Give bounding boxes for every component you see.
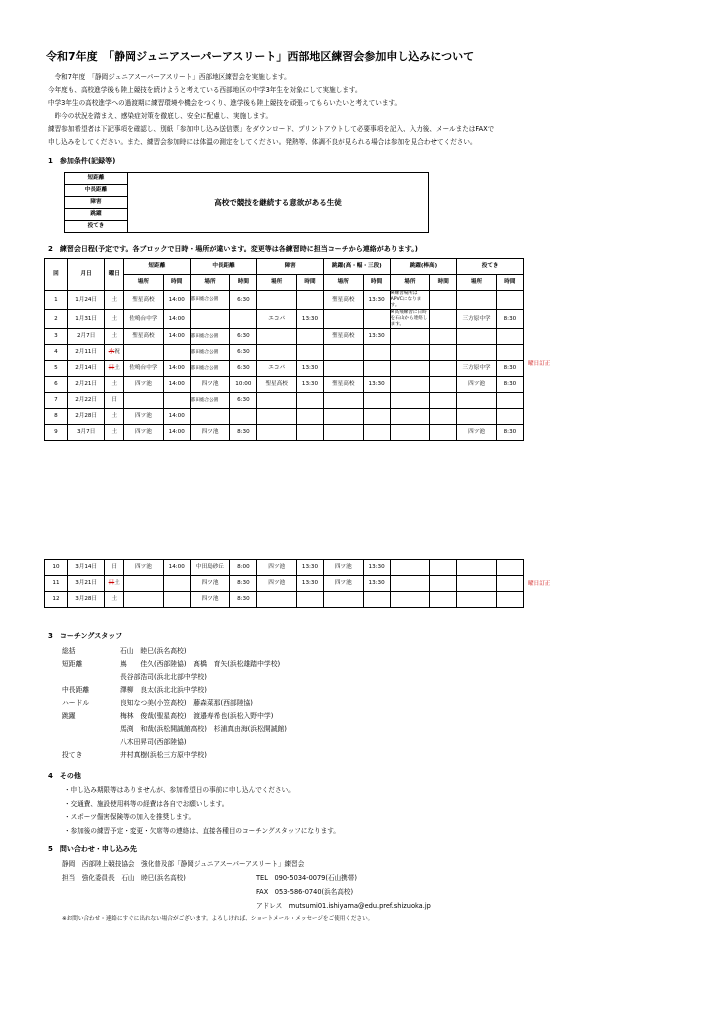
header-place: 場所 [457,275,497,291]
contact-org: 静岡 西部陸上競技協会 強化普及部「静岡ジュニアスーパーアスリート」練習会 [62,860,305,868]
cell-place: 四ツ池 [324,560,364,576]
row-date: 3月28日 [67,592,104,608]
cell-time [430,345,457,361]
schedule-row [45,393,524,409]
cell-time: 8:30 [496,425,523,441]
cell-place: 四ツ池 [190,425,230,441]
row-day: 土 [105,291,124,310]
cell-time: 8:30 [230,592,257,608]
header-group: 短距離 [124,259,191,275]
cell-time [430,291,457,310]
row-day: 土 [105,329,124,345]
schedule-row [45,345,524,361]
cell-time [496,329,523,345]
header-place: 場所 [124,275,164,291]
cell-place: 聖星高校 [324,329,364,345]
cell-place [390,576,430,592]
cell-time: 14:00 [163,310,190,329]
cell-place: 都田総合公園 [190,291,230,310]
row-num: 12 [45,592,68,608]
correction-note: 曜日訂正 [528,361,551,368]
cell-place [324,409,364,425]
schedule-row [45,361,524,377]
row-day: 土 [105,592,124,608]
cell-place [324,393,364,409]
cell-place [390,409,430,425]
staff-row [62,749,287,762]
cell-place: 四ツ池 [124,409,164,425]
header-place: 場所 [190,275,230,291]
schedule-row [45,377,524,393]
staff-row [62,658,287,671]
cell-time [430,592,457,608]
header-place: 場所 [257,275,297,291]
cell-time: 6:30 [230,361,257,377]
cell-time: 14:00 [163,329,190,345]
cell-place [390,345,430,361]
requirements-table [64,172,429,233]
cell-place: 聖星高校 [324,377,364,393]
section-heading-staff: 3 コーチングスタッフ [48,632,123,640]
event-label: 短距離 [65,173,128,185]
schedule-row [45,310,524,329]
staff-row [62,697,287,710]
schedule-row [45,576,524,592]
cell-time [496,409,523,425]
contact-tel: TEL 090-5034-0079(石山携帯) [256,874,357,882]
cell-place: 中田島砂丘 [190,560,230,576]
page-title: 令和7年度 「静岡ジュニアスーパーアスリート」西部地区練習会参加申し込みについて [46,50,475,63]
cell-place: 聖星高校 [324,291,364,310]
cell-place [457,291,497,310]
cell-time [430,393,457,409]
staff-role: 短距離 [62,660,83,668]
row-day: 水祝 [105,345,124,361]
cell-time [163,345,190,361]
cell-place: エコパ [257,361,297,377]
cell-place [457,393,497,409]
intro-line: 中学3年生の高校進学への過渡期に練習環境や機会をつくり、進学後も陸上競技を頑張ってもらいたいと考えています。 [48,99,402,107]
cell-place [324,361,364,377]
row-num: 7 [45,393,68,409]
staff-names: 馬渕 和哉(浜松開誠館高校) 杉浦真由海(浜松開誠館) [120,725,287,733]
cell-place [257,425,297,441]
header-num: 回 [45,259,68,291]
cell-place: 四ツ池 [257,576,297,592]
row-day: 日 [105,560,124,576]
row-date: 2月7日 [67,329,104,345]
cell-time [496,560,523,576]
row-date: 2月22日 [67,393,104,409]
intro-line: 昨今の状況を踏まえ、感染症対策を徹底し、安全に配慮し、実施します。 [48,112,273,120]
section-heading-contact: 5 問い合わせ・申し込み先 [48,845,137,853]
cell-place: 四ツ池 [124,560,164,576]
staff-role: 投てき [62,751,83,759]
cell-time: 6:30 [230,345,257,361]
row-day: 土 [105,310,124,329]
cell-place: 都田総合公園 [190,345,230,361]
cell-time [430,560,457,576]
cell-place [124,576,164,592]
header-group: 投てき [457,259,524,275]
cell-place [390,377,430,393]
cell-time: 13:30 [363,329,390,345]
cell-place [257,291,297,310]
staff-names: 石山 睦巳(浜名高校) [120,647,187,655]
cell-place: 佐鳴台中学 [124,361,164,377]
cell-place [457,592,497,608]
header-group: 障害 [257,259,324,275]
cell-time [163,393,190,409]
cell-time: 6:30 [230,329,257,345]
cell-time [296,393,323,409]
cell-time: 10:00 [230,377,257,393]
cell-place: 佐鳴台中学 [124,310,164,329]
cell-place [390,393,430,409]
cell-place: 四ツ池 [190,592,230,608]
cell-place [457,409,497,425]
staff-names: 澤柳 良太(浜北北浜中学校) [120,686,207,694]
cell-time [430,576,457,592]
row-date: 3月7日 [67,425,104,441]
cell-time: 8:30 [230,425,257,441]
event-label: 障害 [65,197,128,209]
cell-place: 四ツ池 [190,576,230,592]
cell-time [363,425,390,441]
header-time: 時間 [363,275,390,291]
cell-time: 8:30 [496,310,523,329]
row-num: 10 [45,560,68,576]
cell-note: ※練習場所はAPVCになります。 [390,291,430,310]
cell-place [324,592,364,608]
other-item: ・参加後の練習予定・変更・欠席等の連絡は、直接各種目のコーチングスタッフになります。 [64,826,340,835]
cell-time [163,592,190,608]
cell-time [430,409,457,425]
header-date: 月日 [67,259,104,291]
contact-fax: FAX 053-586-0740(浜名高校) [256,888,354,896]
cell-time [363,310,390,329]
row-num: 4 [45,345,68,361]
intro-line: 今年度も、高校進学後も陸上競技を続けようと考えている西部地区の中学3年生を対象にして実施します。 [48,86,362,94]
cell-time: 13:30 [296,377,323,393]
row-date: 1月24日 [67,291,104,310]
cell-time: 13:30 [296,576,323,592]
cell-place [390,425,430,441]
cell-place: エコパ [257,310,297,329]
row-date: 2月11日 [67,345,104,361]
header-time: 時間 [296,275,323,291]
staff-role: 中長距離 [62,686,90,694]
header-time: 時間 [230,275,257,291]
cell-place: 四ツ池 [190,377,230,393]
cell-time [363,361,390,377]
staff-names: 井村真樹(浜松三方原中学校) [120,751,207,759]
cell-time [496,592,523,608]
row-num: 6 [45,377,68,393]
cell-place [124,393,164,409]
other-item: ・申し込み期限等はありませんが、参加希望日の事前に申し込んでください。 [64,786,295,794]
staff-row [62,671,287,684]
header-group: 跳躍(棒高) [390,259,457,275]
cell-time: 13:30 [296,310,323,329]
cell-time [296,592,323,608]
row-day: 日土 [105,576,124,592]
cell-time: 14:00 [163,361,190,377]
cell-place: 四ツ池 [124,377,164,393]
cell-place: 聖星高校 [257,377,297,393]
cell-time [363,345,390,361]
cell-place [124,345,164,361]
cell-time: 14:00 [163,409,190,425]
cell-place [324,310,364,329]
schedule-row [45,425,524,441]
staff-names: 梅林 俊哉(聖星高校) 渡邉寿希也(浜松入野中学) [120,712,274,720]
header-time: 時間 [430,275,457,291]
other-item: ・交通費、施設使用料等の経費は各自でお願いします。 [64,799,229,808]
condition-text: 高校で競技を継続する意欲がある生徒 [128,173,429,233]
staff-role: 総括 [62,647,76,655]
header-group: 跳躍(高・幅・三段) [324,259,391,275]
other-item: ・スポーツ傷害保険等の加入を推奨します。 [64,813,196,821]
cell-place [257,409,297,425]
cell-place: 聖星高校 [124,329,164,345]
cell-place [457,329,497,345]
intro-line: 申し込みをしてください。また、練習会参加時には体温の測定をしてください。発熱等、体調不良が見られる場合は参加を見合わせてください。 [48,138,477,146]
cell-time: 8:30 [230,576,257,592]
cell-place [390,329,430,345]
row-num: 3 [45,329,68,345]
cell-place: 四ツ池 [324,576,364,592]
cell-time [496,345,523,361]
cell-place [457,576,497,592]
cell-place: 四ツ池 [124,425,164,441]
cell-place: 都田総合公園 [190,393,230,409]
schedule-table-continued [44,559,524,608]
event-label: 跳躍 [65,209,128,221]
schedule-row [45,592,524,608]
row-num: 2 [45,310,68,329]
row-day: 土 [105,409,124,425]
cell-place [324,345,364,361]
cell-time: 8:30 [496,361,523,377]
cell-time: 13:30 [363,560,390,576]
cell-place [257,345,297,361]
cell-time: 14:00 [163,560,190,576]
row-num: 8 [45,409,68,425]
header-time: 時間 [163,275,190,291]
row-date: 2月14日 [67,361,104,377]
cell-time [496,393,523,409]
cell-time [496,291,523,310]
cell-time [430,329,457,345]
cell-time [230,310,257,329]
cell-place [390,592,430,608]
row-day: 日 [105,393,124,409]
cell-place: 四ツ池 [457,377,497,393]
cell-time [363,592,390,608]
cell-time: 6:30 [230,291,257,310]
cell-place: 四ツ池 [257,560,297,576]
cell-place [257,393,297,409]
staff-row [62,710,287,723]
staff-row [62,645,287,658]
cell-time: 13:30 [363,377,390,393]
row-date: 2月28日 [67,409,104,425]
cell-note: ※高飛練習に日時を石山から連絡します。 [390,310,430,329]
cell-time [430,361,457,377]
contact-email[interactable]: アドレス mutsumi01.ishiyama@edu.pref.shizuoka.jp [256,902,431,910]
event-label: 中長距離 [65,185,128,197]
row-num: 9 [45,425,68,441]
schedule-table [44,258,524,441]
cell-place: 聖星高校 [124,291,164,310]
section-heading-other: 4 その他 [48,772,81,780]
cell-place [390,361,430,377]
cell-time [296,345,323,361]
other-list [64,784,340,838]
cell-time: 13:30 [296,560,323,576]
header-day: 曜日 [105,259,124,291]
staff-names: 嶌 佳久(西部陸協) 髙橋 育矢(浜松雄踏中学校) [120,660,281,668]
header-group: 中長距離 [190,259,257,275]
cell-place: 四ツ池 [457,425,497,441]
schedule-row [45,329,524,345]
cell-place [257,329,297,345]
staff-names: 長谷部浩司(浜北北部中学校) [120,673,207,681]
cell-place [390,560,430,576]
row-num: 11 [45,576,68,592]
row-day: 日土 [105,361,124,377]
row-date: 2月21日 [67,377,104,393]
cell-time [296,329,323,345]
cell-time: 13:30 [363,576,390,592]
contact-footnote: ※お問い合わせ・連絡にすぐに出れない場合がございます。よろしければ、ショートメール・メッセージをご使用ください。 [62,916,374,922]
event-label: 投てき [65,221,128,233]
cell-time: 14:00 [163,291,190,310]
cell-place [324,425,364,441]
contact-person: 担当 強化委員長 石山 睦巳(浜名高校) [62,874,186,882]
section-heading-schedule: 2 練習会日程(予定です。各ブロックで日時・場所が違います。変更等は各練習時に担当コーチから連絡があります。) [48,245,418,253]
cell-time: 13:30 [296,361,323,377]
cell-place [190,310,230,329]
schedule-row [45,409,524,425]
cell-time [230,409,257,425]
intro-line: 令和7年度 「静岡ジュニアスーパーアスリート」西部地区練習会を実施します。 [48,73,291,81]
cell-time: 8:30 [496,377,523,393]
staff-row [62,723,287,736]
cell-place [257,592,297,608]
cell-time: 14:00 [163,425,190,441]
cell-time [296,425,323,441]
schedule-row [45,560,524,576]
staff-row [62,736,287,749]
cell-place: 三方原中学 [457,361,497,377]
header-time: 時間 [496,275,523,291]
row-day: 土 [105,425,124,441]
cell-time [163,576,190,592]
row-num: 5 [45,361,68,377]
section-heading-requirements: 1 参加条件(記録等) [48,157,116,165]
staff-list [62,645,287,762]
cell-place [457,345,497,361]
cell-time [296,409,323,425]
row-date: 1月31日 [67,310,104,329]
cell-place: 三方原中学 [457,310,497,329]
cell-place [124,592,164,608]
cell-place: 都田総合公園 [190,361,230,377]
intro-line: 練習参加希望者は下記事項を確認し、別紙「参加申し込み送信票」をダウンロード、プリントアウトして必要事項を記入、入力後、メールまたはFAXで [48,125,495,133]
cell-time [496,576,523,592]
cell-time: 6:30 [230,393,257,409]
row-day: 土 [105,377,124,393]
cell-time [430,425,457,441]
correction-note: 曜日訂正 [528,581,551,588]
row-num: 1 [45,291,68,310]
cell-time: 14:00 [163,377,190,393]
staff-names: 良知なつ美(小笠高校) 藤森菜那(西部陸協) [120,699,253,707]
staff-role: 跳躍 [62,712,76,720]
schedule-row [45,291,524,310]
cell-place [457,560,497,576]
header-place: 場所 [390,275,430,291]
cell-place [190,409,230,425]
cell-time: 13:30 [363,291,390,310]
staff-names: 八木田昇司(西部陸協) [120,738,187,746]
cell-time [430,377,457,393]
header-place: 場所 [324,275,364,291]
cell-time: 8:00 [230,560,257,576]
cell-time [363,409,390,425]
cell-time [363,393,390,409]
cell-time [296,291,323,310]
row-date: 3月21日 [67,576,104,592]
staff-row [62,684,287,697]
row-date: 3月14日 [67,560,104,576]
staff-role: ハードル [62,699,90,707]
cell-time [430,310,457,329]
cell-place: 都田総合公園 [190,329,230,345]
